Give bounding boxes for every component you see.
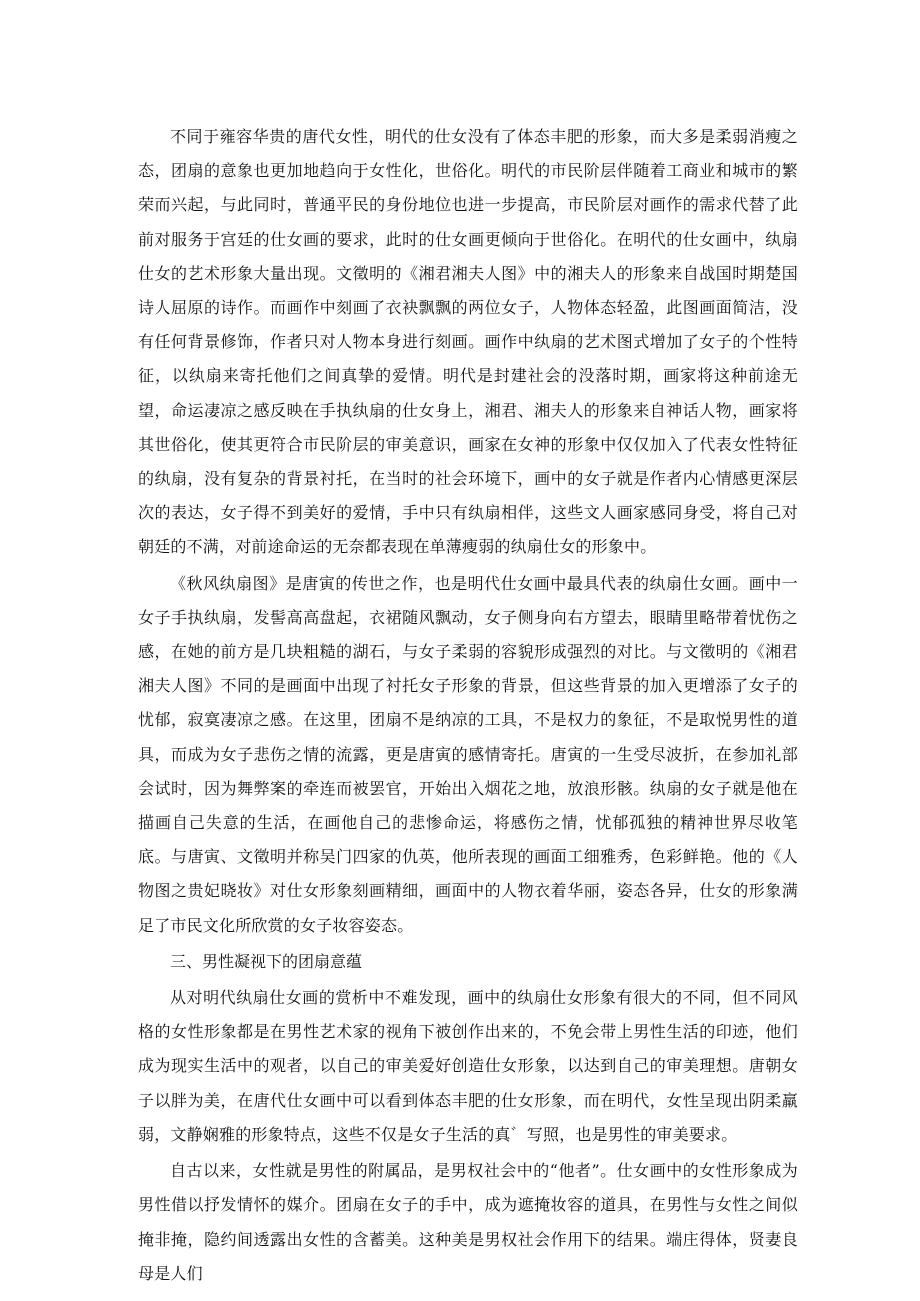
document-page xyxy=(138,120,798,1293)
paragraph-other: 自古以来，女性就是男性的附属品，是男权社会中的“他者”。仕女画中的女性形象成为男性借以抒发情怀的媒介。团扇在女子的手中，成为遮掩妆容的道具，在男性与女性之间似掩非掩，隐约间透露出女性的含蓄美。这种美是男权社会作用下的结果。端庄得体，贤妻良母是人们 xyxy=(138,1161,798,1283)
paragraph-ming-ladies: 不同于雍容华贵的唐代女性，明代的仕女没有了体态丰肥的形象，而大多是柔弱消瘦之态，团扇的意象也更加地趋向于女性化，世俗化。明代的市民阶层伴随着工商业和城市的繁荣而兴起，与此同时，普通平民的身份地位也进一步提高，市民阶层对画作的需求代替了此前对服务于宫廷的仕女画的要求，此时的仕女画更倾向于世俗化。在明代的仕女画中，纨扇仕女的艺术形象大量出现。文徵明的《湘君湘夫人图》中的湘夫人的形象来自战国时期楚国诗人屈原的诗作。而画作中刻画了衣袂飘飘的两位女子，人物体态轻盈，此图画面简洁，没有任何背景修饰，作者只对人物本身进行刻画。画作中纨扇的艺术图式增加了女子的个性特征，以纨扇来寄托他们之间真挚的爱情。明代是封建社会的没落时期，画家将这种前途无望，命运凄凉之感反映在手执纨扇的仕女身上，湘君、湘夫人的形象来自神话人物，画家将其世俗化，使其更符合市民阶层的审美意识，画家在女神的形象中仅仅加入了代表女性特征的纨扇，没有复杂的背景衬托，在当时的社会环境下，画中的女子就是作者内心情感更深层次的表达，女子得不到美好的爱情，手中只有纨扇相伴，这些文人画家感同身受，将自己对朝廷的不满，对前途命运的无奈都表现在单薄瘦弱的纨扇仕女的形象中。 xyxy=(138,127,798,557)
paragraph-autumn-fan: 《秋风纨扇图》是唐寅的传世之作，也是明代仕女画中最具代表的纨扇仕女画。画中一女子手执纨扇，发髻高高盘起，衣裙随风飘动，女子侧身向右方望去，眼睛里略带着忧伤之感，在她的前方是几块粗糙的湖石，与女子柔弱的容貌形成强烈的对比。与文徵明的《湘君湘夫人图》不同的是画面中出现了衬托女子形象的背景，但这些背景的加入更增添了女子的忧郁，寂寞凄凉之感。在这里，团扇不是纳凉的工具，不是权力的象征，不是取悦男性的道具，而成为女子悲伤之情的流露，更是唐寅的感情寄托。唐寅的一生受尽波折，在参加礼部会试时，因为舞弊案的牵连而被罢官，开始出入烟花之地，放浪形骸。纨扇的女子就是他在描画自己失意的生活，在画他自己的悲惨命运，将感伤之情，忧郁孤独的精神世界尽收笔底。与唐寅、文徵明并称吴门四家的仇英，他所表现的画面工细雅秀，色彩鲜艳。他的《人物图之贵妃晓妆》对仕女形象刻画精细，画面中的人物衣着华丽，姿态各异，仕女的形象满足了市民文化所欣赏的女子妆容姿态。 xyxy=(138,573,798,935)
paragraph-male-gaze: 从对明代纨扇仕女画的赏析中不难发现，画中的纨扇仕女形象有很大的不同，但不同风格的女性形象都是在男性艺术家的视角下被创作出来的，不免会带上男性生活的印迹，他们成为现实生活中的观者，以自己的审美爱好创造仕女形象，以达到自己的审美理想。唐朝女子以胖为美，在唐代仕女画中可以看到体态丰肥的仕女形象，而在明代，女性呈现出阴柔羸弱，文静娴雅的形象特点，这些不仅是女子生活的真゛写照，也是男性的审美要求。 xyxy=(138,988,798,1144)
section-heading: 三、男性凝视下的团扇意蕴 xyxy=(170,951,363,971)
